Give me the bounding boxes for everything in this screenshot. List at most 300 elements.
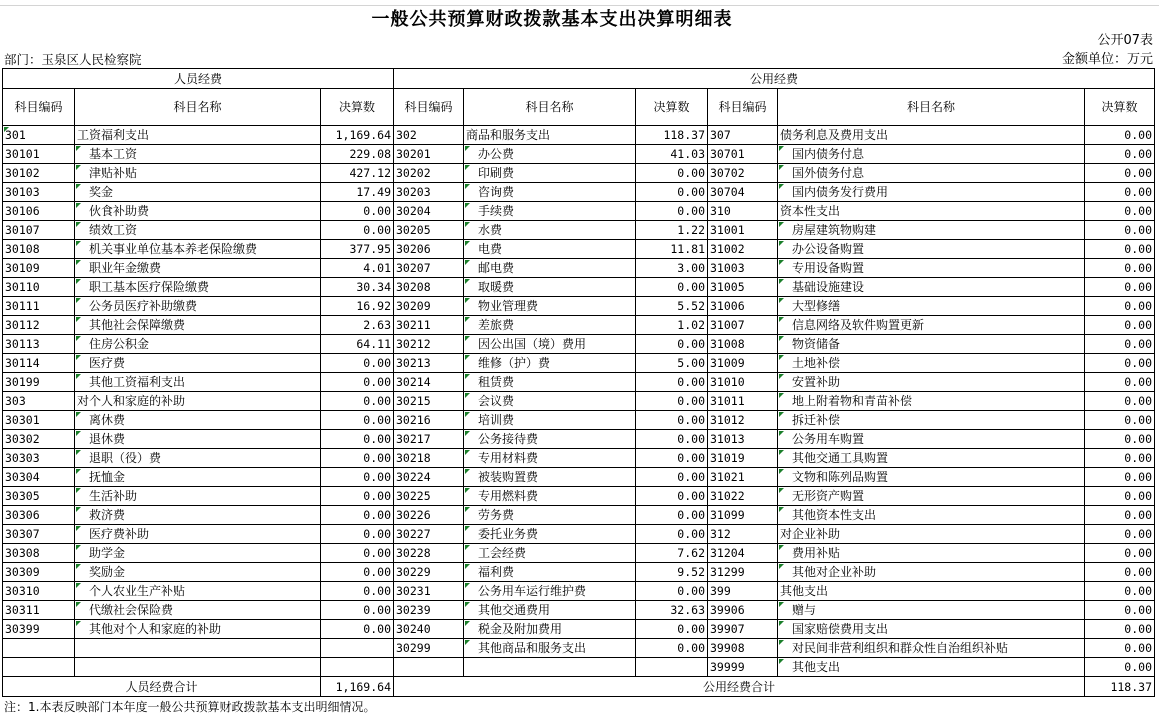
- cell-amount[interactable]: 0.00: [1085, 202, 1155, 221]
- cell-code[interactable]: 30224: [394, 468, 464, 487]
- cell-code[interactable]: 312: [708, 525, 778, 544]
- cell-name[interactable]: 福利费: [464, 563, 636, 582]
- cell-code[interactable]: 30112: [3, 316, 75, 335]
- cell-name[interactable]: 职工基本医疗保险缴费: [75, 278, 321, 297]
- cell-code[interactable]: 30310: [3, 582, 75, 601]
- row-7: [3, 240, 1155, 259]
- cell-amount[interactable]: 64.11: [321, 335, 394, 354]
- cell-amount[interactable]: 4.01: [321, 259, 394, 278]
- cell-amount[interactable]: 0.00: [1085, 639, 1155, 658]
- cell-code[interactable]: 30306: [3, 506, 75, 525]
- cell-code[interactable]: 30103: [3, 183, 75, 202]
- cell-name[interactable]: 信息网络及软件购置更新: [778, 316, 1085, 335]
- cell-name[interactable]: 其他社会保障缴费: [75, 316, 321, 335]
- cell-amount[interactable]: 1.02: [636, 316, 708, 335]
- cell-name[interactable]: 税金及附加费用: [464, 620, 636, 639]
- cell-code[interactable]: 31012: [708, 411, 778, 430]
- cell-code[interactable]: 30311: [3, 601, 75, 620]
- cell-code[interactable]: 30217: [394, 430, 464, 449]
- cell-code[interactable]: 30212: [394, 335, 464, 354]
- cell-name[interactable]: 文物和陈列品购置: [778, 468, 1085, 487]
- cell-name[interactable]: 大型修缮: [778, 297, 1085, 316]
- row-17: [3, 430, 1155, 449]
- cell-code[interactable]: 30205: [394, 221, 464, 240]
- cell-name[interactable]: 其他交通工具购置: [778, 449, 1085, 468]
- col-header-code: 科目编码: [708, 89, 778, 126]
- cell-code[interactable]: 30211: [394, 316, 464, 335]
- cell-amount[interactable]: 0.00: [321, 544, 394, 563]
- cell-name[interactable]: 医疗费补助: [75, 525, 321, 544]
- row-1: [3, 126, 1155, 145]
- cell-name[interactable]: 差旅费: [464, 316, 636, 335]
- col-header-amount: 决算数: [636, 89, 708, 126]
- cell-name[interactable]: 医疗费: [75, 354, 321, 373]
- cell-name[interactable]: 专用燃料费: [464, 487, 636, 506]
- row-25: [3, 582, 1155, 601]
- cell-code[interactable]: 30704: [708, 183, 778, 202]
- cell-name[interactable]: 退职（役）费: [75, 449, 321, 468]
- cell-code[interactable]: 31008: [708, 335, 778, 354]
- cell-name[interactable]: [464, 658, 636, 677]
- col-header-name: 科目名称: [778, 89, 1085, 126]
- cell-code[interactable]: 30207: [394, 259, 464, 278]
- cell-code[interactable]: 303: [3, 392, 75, 411]
- expenditure-table: [2, 68, 1155, 697]
- cell-name[interactable]: 其他支出: [778, 582, 1085, 601]
- cell-name[interactable]: 国家赔偿费用支出: [778, 620, 1085, 639]
- cell-code[interactable]: 30701: [708, 145, 778, 164]
- cell-name[interactable]: 伙食补助费: [75, 202, 321, 221]
- cell-name[interactable]: 退休费: [75, 430, 321, 449]
- cell-code[interactable]: 30309: [3, 563, 75, 582]
- cell-name[interactable]: 委托业务费: [464, 525, 636, 544]
- cell-code[interactable]: 310: [708, 202, 778, 221]
- cell-name[interactable]: 赠与: [778, 601, 1085, 620]
- cell-name[interactable]: 基础设施建设: [778, 278, 1085, 297]
- cell-amount[interactable]: 0.00: [636, 506, 708, 525]
- cell-name[interactable]: 其他工资福利支出: [75, 373, 321, 392]
- cell-amount[interactable]: 16.92: [321, 297, 394, 316]
- cell-amount[interactable]: 0.00: [321, 487, 394, 506]
- cell-amount[interactable]: 0.00: [636, 620, 708, 639]
- cell-amount[interactable]: 11.81: [636, 240, 708, 259]
- cell-amount[interactable]: 0.00: [1085, 392, 1155, 411]
- row-16: [3, 411, 1155, 430]
- row-4: [3, 183, 1155, 202]
- cell-amount[interactable]: 0.00: [1085, 411, 1155, 430]
- cell-amount[interactable]: 30.34: [321, 278, 394, 297]
- cell-code[interactable]: 30307: [3, 525, 75, 544]
- cell-code[interactable]: 31099: [708, 506, 778, 525]
- cell-code[interactable]: 39908: [708, 639, 778, 658]
- cell-code[interactable]: 39907: [708, 620, 778, 639]
- footnote: 注：1.本表反映部门本年度一般公共预算财政拨款基本支出明细情况。: [4, 700, 376, 714]
- row-8: [3, 259, 1155, 278]
- cell-amount[interactable]: 0.00: [636, 487, 708, 506]
- cell-name[interactable]: 公务接待费: [464, 430, 636, 449]
- cell-code[interactable]: 31019: [708, 449, 778, 468]
- cell-amount[interactable]: 0.00: [321, 601, 394, 620]
- cell-amount[interactable]: 0.00: [1085, 335, 1155, 354]
- cell-code[interactable]: 30203: [394, 183, 464, 202]
- cell-amount[interactable]: 0.00: [1085, 525, 1155, 544]
- cell-name[interactable]: 咨询费: [464, 183, 636, 202]
- cell-name[interactable]: 国外债务付息: [778, 164, 1085, 183]
- cell-code[interactable]: 31299: [708, 563, 778, 582]
- public-header: 公用经费: [394, 69, 1155, 89]
- cell-code[interactable]: 30206: [394, 240, 464, 259]
- cell-name[interactable]: 手续费: [464, 202, 636, 221]
- cell-name[interactable]: 对企业补助: [778, 525, 1085, 544]
- cell-code[interactable]: 30229: [394, 563, 464, 582]
- cell-name[interactable]: 工会经费: [464, 544, 636, 563]
- cell-amount[interactable]: 0.00: [1085, 145, 1155, 164]
- cell-code[interactable]: 31003: [708, 259, 778, 278]
- cell-amount[interactable]: 0.00: [636, 525, 708, 544]
- cell-amount[interactable]: 0.00: [1085, 582, 1155, 601]
- cell-code[interactable]: 30109: [3, 259, 75, 278]
- cell-code[interactable]: 30303: [3, 449, 75, 468]
- cell-code[interactable]: 31013: [708, 430, 778, 449]
- cell-code[interactable]: 30101: [3, 145, 75, 164]
- cell-name[interactable]: 公务员医疗补助缴费: [75, 297, 321, 316]
- cell-name[interactable]: 基本工资: [75, 145, 321, 164]
- cell-name[interactable]: 住房公积金: [75, 335, 321, 354]
- cell-amount[interactable]: 0.00: [1085, 278, 1155, 297]
- cell-code[interactable]: 30304: [3, 468, 75, 487]
- cell-code[interactable]: 31021: [708, 468, 778, 487]
- cell-code[interactable]: [3, 639, 75, 658]
- cell-code[interactable]: 30111: [3, 297, 75, 316]
- row-26: [3, 601, 1155, 620]
- cell-code[interactable]: 30214: [394, 373, 464, 392]
- cell-amount[interactable]: 0.00: [321, 373, 394, 392]
- cell-amount[interactable]: 0.00: [636, 430, 708, 449]
- cell-name[interactable]: 培训费: [464, 411, 636, 430]
- cell-code[interactable]: 30302: [3, 430, 75, 449]
- cell-amount[interactable]: [321, 658, 394, 677]
- cell-amount[interactable]: 17.49: [321, 183, 394, 202]
- cell-amount[interactable]: 0.00: [1085, 126, 1155, 145]
- cell-amount[interactable]: 0.00: [636, 582, 708, 601]
- cell-name[interactable]: [75, 658, 321, 677]
- cell-name[interactable]: 其他支出: [778, 658, 1085, 677]
- cell-name[interactable]: 无形资产购置: [778, 487, 1085, 506]
- cell-name[interactable]: 对个人和家庭的补助: [75, 392, 321, 411]
- cell-code[interactable]: 30226: [394, 506, 464, 525]
- cell-name[interactable]: 绩效工资: [75, 221, 321, 240]
- cell-amount[interactable]: 0.00: [1085, 164, 1155, 183]
- cell-amount[interactable]: 118.37: [636, 126, 708, 145]
- cell-amount[interactable]: 0.00: [321, 620, 394, 639]
- cell-name[interactable]: 地上附着物和青苗补偿: [778, 392, 1085, 411]
- cell-amount[interactable]: [321, 639, 394, 658]
- cell-name[interactable]: 机关事业单位基本养老保险缴费: [75, 240, 321, 259]
- cell-code[interactable]: 30239: [394, 601, 464, 620]
- cell-code[interactable]: 30107: [3, 221, 75, 240]
- cell-amount[interactable]: 0.00: [321, 525, 394, 544]
- cell-name[interactable]: 安置补助: [778, 373, 1085, 392]
- cell-amount[interactable]: 41.03: [636, 145, 708, 164]
- cell-code[interactable]: 30399: [3, 620, 75, 639]
- cell-code[interactable]: 30225: [394, 487, 464, 506]
- row-28: [3, 639, 1155, 658]
- cell-amount[interactable]: 0.00: [636, 411, 708, 430]
- cell-name[interactable]: 劳务费: [464, 506, 636, 525]
- cell-name[interactable]: 助学金: [75, 544, 321, 563]
- cell-amount[interactable]: 0.00: [321, 202, 394, 221]
- cell-name[interactable]: 公务用车购置: [778, 430, 1085, 449]
- cell-name[interactable]: 债务利息及费用支出: [778, 126, 1085, 145]
- cell-amount[interactable]: 0.00: [1085, 259, 1155, 278]
- row-29: [3, 658, 1155, 677]
- personnel-total-label[interactable]: 人员经费合计: [3, 677, 321, 697]
- cell-code[interactable]: 307: [708, 126, 778, 145]
- cell-amount[interactable]: 0.00: [1085, 506, 1155, 525]
- cell-name[interactable]: 邮电费: [464, 259, 636, 278]
- cell-name[interactable]: 租赁费: [464, 373, 636, 392]
- cell-amount[interactable]: 5.52: [636, 297, 708, 316]
- cell-name[interactable]: 离休费: [75, 411, 321, 430]
- cell-amount[interactable]: 0.00: [636, 392, 708, 411]
- cell-name[interactable]: [75, 639, 321, 658]
- cell-code[interactable]: 31009: [708, 354, 778, 373]
- public-total-label[interactable]: 公用经费合计: [394, 677, 1085, 697]
- cell-code[interactable]: 30240: [394, 620, 464, 639]
- cell-amount[interactable]: 0.00: [321, 392, 394, 411]
- row-2: [3, 145, 1155, 164]
- cell-code[interactable]: 30199: [3, 373, 75, 392]
- cell-amount[interactable]: 0.00: [1085, 658, 1155, 677]
- cell-name[interactable]: 资本性支出: [778, 202, 1085, 221]
- cell-code[interactable]: 39906: [708, 601, 778, 620]
- row-13: [3, 354, 1155, 373]
- cell-amount[interactable]: 0.00: [1085, 316, 1155, 335]
- cell-amount[interactable]: 0.00: [1085, 468, 1155, 487]
- public-total-value[interactable]: 118.37: [1085, 677, 1155, 697]
- page-title: 一般公共预算财政拨款基本支出决算明细表: [371, 9, 733, 30]
- cell-code[interactable]: 31204: [708, 544, 778, 563]
- cell-code[interactable]: 31010: [708, 373, 778, 392]
- cell-name[interactable]: 取暖费: [464, 278, 636, 297]
- cell-code[interactable]: 30204: [394, 202, 464, 221]
- cell-code[interactable]: 30208: [394, 278, 464, 297]
- cell-name[interactable]: 因公出国（境）费用: [464, 335, 636, 354]
- cell-amount[interactable]: 0.00: [636, 335, 708, 354]
- cell-code[interactable]: 31005: [708, 278, 778, 297]
- cell-name[interactable]: 会议费: [464, 392, 636, 411]
- cell-code[interactable]: 30227: [394, 525, 464, 544]
- cell-amount[interactable]: 3.00: [636, 259, 708, 278]
- cell-amount[interactable]: 0.00: [636, 373, 708, 392]
- cell-code[interactable]: 30110: [3, 278, 75, 297]
- cell-amount[interactable]: 0.00: [321, 430, 394, 449]
- cell-code[interactable]: 30215: [394, 392, 464, 411]
- cell-name[interactable]: 印刷费: [464, 164, 636, 183]
- cell-name[interactable]: 奖励金: [75, 563, 321, 582]
- cell-code[interactable]: [394, 658, 464, 677]
- cell-code[interactable]: 31007: [708, 316, 778, 335]
- cell-name[interactable]: 房屋建筑物购建: [778, 221, 1085, 240]
- cell-code[interactable]: 31001: [708, 221, 778, 240]
- cell-name[interactable]: 公务用车运行维护费: [464, 582, 636, 601]
- cell-amount[interactable]: 0.00: [1085, 183, 1155, 202]
- row-12: [3, 335, 1155, 354]
- cell-name[interactable]: 津贴补贴: [75, 164, 321, 183]
- cell-amount[interactable]: 0.00: [1085, 240, 1155, 259]
- cell-code[interactable]: 301: [3, 126, 75, 145]
- cell-amount[interactable]: 0.00: [1085, 487, 1155, 506]
- cell-name[interactable]: 奖金: [75, 183, 321, 202]
- col-header-name: 科目名称: [464, 89, 636, 126]
- col-header-amount: 决算数: [1085, 89, 1155, 126]
- cell-amount[interactable]: 0.00: [636, 202, 708, 221]
- cell-code[interactable]: 30209: [394, 297, 464, 316]
- row-9: [3, 278, 1155, 297]
- cell-name[interactable]: 水费: [464, 221, 636, 240]
- cell-name[interactable]: 工资福利支出: [75, 126, 321, 145]
- cell-name[interactable]: 国内债务付息: [778, 145, 1085, 164]
- cell-code[interactable]: 30106: [3, 202, 75, 221]
- cell-amount[interactable]: 0.00: [636, 278, 708, 297]
- cell-name[interactable]: 其他商品和服务支出: [464, 639, 636, 658]
- personnel-header: 人员经费: [3, 69, 394, 89]
- cell-amount[interactable]: 0.00: [1085, 601, 1155, 620]
- cell-amount[interactable]: 0.00: [636, 164, 708, 183]
- cell-code[interactable]: 31022: [708, 487, 778, 506]
- cell-name[interactable]: 土地补偿: [778, 354, 1085, 373]
- cell-amount[interactable]: 229.08: [321, 145, 394, 164]
- cell-code[interactable]: 30231: [394, 582, 464, 601]
- cell-name[interactable]: 物业管理费: [464, 297, 636, 316]
- cell-name[interactable]: 其他交通费用: [464, 601, 636, 620]
- row-15: [3, 392, 1155, 411]
- col-header-code: 科目编码: [394, 89, 464, 126]
- cell-code[interactable]: 30102: [3, 164, 75, 183]
- cell-code[interactable]: 31002: [708, 240, 778, 259]
- row-6: [3, 221, 1155, 240]
- cell-code[interactable]: 30305: [3, 487, 75, 506]
- cell-code[interactable]: 399: [708, 582, 778, 601]
- row-19: [3, 468, 1155, 487]
- cell-code[interactable]: 30216: [394, 411, 464, 430]
- cell-amount[interactable]: 0.00: [321, 354, 394, 373]
- cell-code[interactable]: 30213: [394, 354, 464, 373]
- cell-code[interactable]: 30702: [708, 164, 778, 183]
- cell-code[interactable]: 31011: [708, 392, 778, 411]
- cell-code[interactable]: 30308: [3, 544, 75, 563]
- cell-amount[interactable]: 5.00: [636, 354, 708, 373]
- cell-name[interactable]: 国内债务发行费用: [778, 183, 1085, 202]
- cell-name[interactable]: 救济费: [75, 506, 321, 525]
- cell-amount[interactable]: 0.00: [1085, 430, 1155, 449]
- totals-row: [3, 677, 1155, 697]
- cell-amount[interactable]: 0.00: [636, 183, 708, 202]
- cell-code[interactable]: 30299: [394, 639, 464, 658]
- cell-name[interactable]: 生活补助: [75, 487, 321, 506]
- cell-name[interactable]: 被装购置费: [464, 468, 636, 487]
- cell-amount[interactable]: 0.00: [1085, 620, 1155, 639]
- cell-code[interactable]: 39999: [708, 658, 778, 677]
- cell-name[interactable]: 代缴社会保险费: [75, 601, 321, 620]
- cell-amount[interactable]: 0.00: [321, 506, 394, 525]
- cell-name[interactable]: 费用补贴: [778, 544, 1085, 563]
- cell-code[interactable]: [3, 658, 75, 677]
- cell-name[interactable]: 其他资本性支出: [778, 506, 1085, 525]
- cell-name[interactable]: 对民间非营利组织和群众性自治组织补贴: [778, 639, 1085, 658]
- cell-amount[interactable]: 9.52: [636, 563, 708, 582]
- cell-name[interactable]: 拆迁补偿: [778, 411, 1085, 430]
- cell-amount[interactable]: 377.95: [321, 240, 394, 259]
- form-code: 公开07表: [1097, 33, 1153, 48]
- cell-name[interactable]: 专用材料费: [464, 449, 636, 468]
- col-header-code: 科目编码: [3, 89, 75, 126]
- cell-code[interactable]: 30113: [3, 335, 75, 354]
- row-23: [3, 544, 1155, 563]
- row-18: [3, 449, 1155, 468]
- cell-amount[interactable]: 0.00: [636, 639, 708, 658]
- cell-amount[interactable]: 0.00: [636, 449, 708, 468]
- cell-amount[interactable]: 0.00: [321, 221, 394, 240]
- cell-amount[interactable]: 0.00: [321, 468, 394, 487]
- cell-code[interactable]: 30202: [394, 164, 464, 183]
- cell-code[interactable]: 30114: [3, 354, 75, 373]
- cell-name[interactable]: 其他对个人和家庭的补助: [75, 620, 321, 639]
- cell-name[interactable]: 职业年金缴费: [75, 259, 321, 278]
- cell-code[interactable]: 31006: [708, 297, 778, 316]
- cell-amount[interactable]: 427.12: [321, 164, 394, 183]
- cell-name[interactable]: 个人农业生产补贴: [75, 582, 321, 601]
- cell-name[interactable]: 办公费: [464, 145, 636, 164]
- personnel-total-value[interactable]: 1,169.64: [321, 677, 394, 697]
- cell-amount[interactable]: 0.00: [1085, 544, 1155, 563]
- cell-name[interactable]: 维修（护）费: [464, 354, 636, 373]
- cell-code[interactable]: 302: [394, 126, 464, 145]
- cell-amount[interactable]: 0.00: [1085, 449, 1155, 468]
- cell-amount[interactable]: 0.00: [1085, 221, 1155, 240]
- cell-name[interactable]: 物资储备: [778, 335, 1085, 354]
- cell-amount[interactable]: [636, 658, 708, 677]
- cell-amount[interactable]: 1.22: [636, 221, 708, 240]
- cell-code[interactable]: 30228: [394, 544, 464, 563]
- cell-name[interactable]: 其他对企业补助: [778, 563, 1085, 582]
- cell-amount[interactable]: 0.00: [321, 411, 394, 430]
- cell-name[interactable]: 商品和服务支出: [464, 126, 636, 145]
- cell-amount[interactable]: 0.00: [321, 563, 394, 582]
- cell-amount[interactable]: 0.00: [1085, 563, 1155, 582]
- cell-name[interactable]: 专用设备购置: [778, 259, 1085, 278]
- row-11: [3, 316, 1155, 335]
- cell-name[interactable]: 电费: [464, 240, 636, 259]
- cell-amount[interactable]: 32.63: [636, 601, 708, 620]
- cell-code[interactable]: 30218: [394, 449, 464, 468]
- cell-code[interactable]: 30201: [394, 145, 464, 164]
- row-10: [3, 297, 1155, 316]
- cell-amount[interactable]: 0.00: [1085, 373, 1155, 392]
- cell-amount[interactable]: 1,169.64: [321, 126, 394, 145]
- cell-amount[interactable]: 0.00: [321, 449, 394, 468]
- cell-amount[interactable]: 2.63: [321, 316, 394, 335]
- cell-name[interactable]: 抚恤金: [75, 468, 321, 487]
- cell-code[interactable]: 30108: [3, 240, 75, 259]
- cell-name[interactable]: 办公设备购置: [778, 240, 1085, 259]
- cell-amount[interactable]: 0.00: [636, 468, 708, 487]
- cell-code[interactable]: 30301: [3, 411, 75, 430]
- cell-amount[interactable]: 0.00: [1085, 297, 1155, 316]
- cell-amount[interactable]: 7.62: [636, 544, 708, 563]
- cell-amount[interactable]: 0.00: [321, 582, 394, 601]
- cell-amount[interactable]: 0.00: [1085, 354, 1155, 373]
